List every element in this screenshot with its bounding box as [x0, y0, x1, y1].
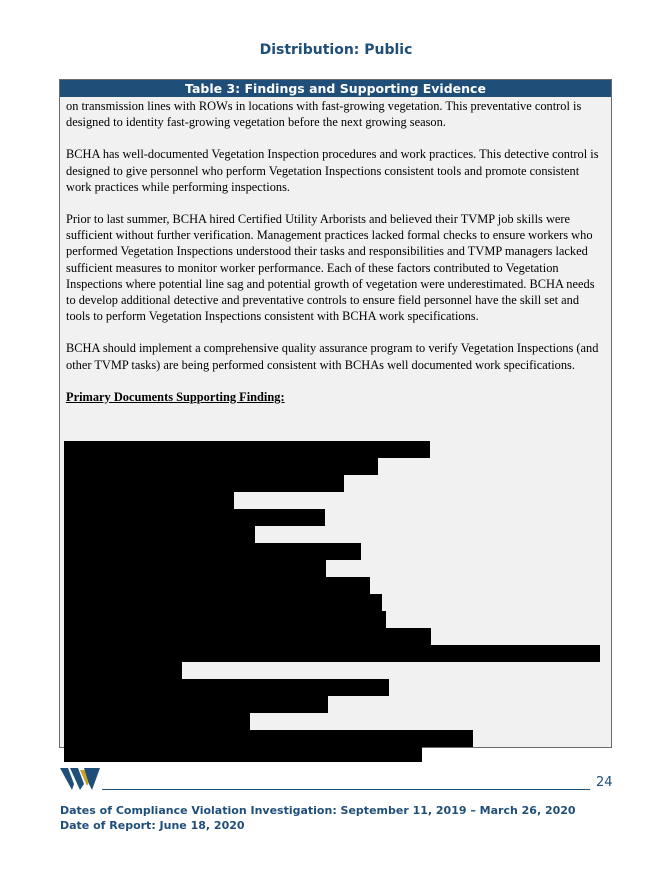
redaction-bar — [64, 577, 370, 594]
footer-rule — [102, 789, 590, 790]
report-date: Date of Report: June 18, 2020 — [60, 819, 245, 832]
redaction-bar — [64, 492, 234, 509]
redaction-bar — [64, 645, 600, 662]
findings-text — [60, 97, 611, 405]
redaction-bar — [64, 543, 361, 560]
redaction-bar — [64, 441, 430, 458]
paragraph-3: Prior to last summer, BCHA hired Certified Utility Arborists and believed their TVMP job skills were sufficient without further verification. Management practices lacked formal checks to ensure workers who performed Vegetation Inspections understood their tasks and responsibilities and TVMP managers lacked sufficient measures to monitor worker performance. Each of these factors contributed to Vegetation Inspections where potential line sag and potential growth of vegetation were underestimated. BCHA needs to develop additional detective and preventative controls to ensure field personnel have the skill set and tools to perform Vegetation Inspections consistent with BCHA work specifications. — [66, 212, 595, 324]
redacted-document-list — [64, 441, 613, 762]
wecc-logo-icon — [60, 764, 100, 792]
redaction-bar — [64, 611, 386, 628]
table-title: Table 3: Findings and Supporting Evidence — [60, 80, 611, 97]
paragraph-1: on transmission lines with ROWs in locations with fast-growing vegetation. This preventative control is designed to identity fast-growing vegetation before the next growing season. — [66, 99, 582, 130]
redaction-bar — [64, 628, 431, 645]
paragraph-4: BCHA should implement a comprehensive quality assurance program to verify Vegetation Inspections (and other TVMP tasks) are being performed consistent with BCHAs well documented work specifications. — [66, 341, 599, 372]
findings-table — [59, 79, 612, 748]
redaction-bar — [64, 475, 344, 492]
redaction-bar — [64, 730, 473, 747]
redaction-bar — [64, 594, 382, 611]
redaction-bar — [64, 560, 326, 577]
redaction-bar — [64, 747, 422, 762]
redaction-bar — [64, 509, 325, 526]
investigation-dates: Dates of Compliance Violation Investigation: September 11, 2019 – March 26, 2020 — [60, 804, 576, 817]
page-number: 24 — [596, 775, 613, 790]
redaction-bar — [64, 696, 328, 713]
redaction-bar — [64, 679, 389, 696]
redaction-bar — [64, 458, 378, 475]
redaction-bar — [64, 526, 255, 543]
redaction-bar — [64, 713, 250, 730]
redaction-bar — [64, 662, 182, 679]
supporting-documents-heading: Primary Documents Supporting Finding: — [66, 389, 285, 404]
distribution-label: Distribution: Public — [259, 42, 413, 58]
paragraph-2: BCHA has well-documented Vegetation Inspection procedures and work practices. This detective control is designed to give personnel who perform Vegetation Inspections consistent tools and promote consistent work practices while performing inspections. — [66, 147, 599, 194]
